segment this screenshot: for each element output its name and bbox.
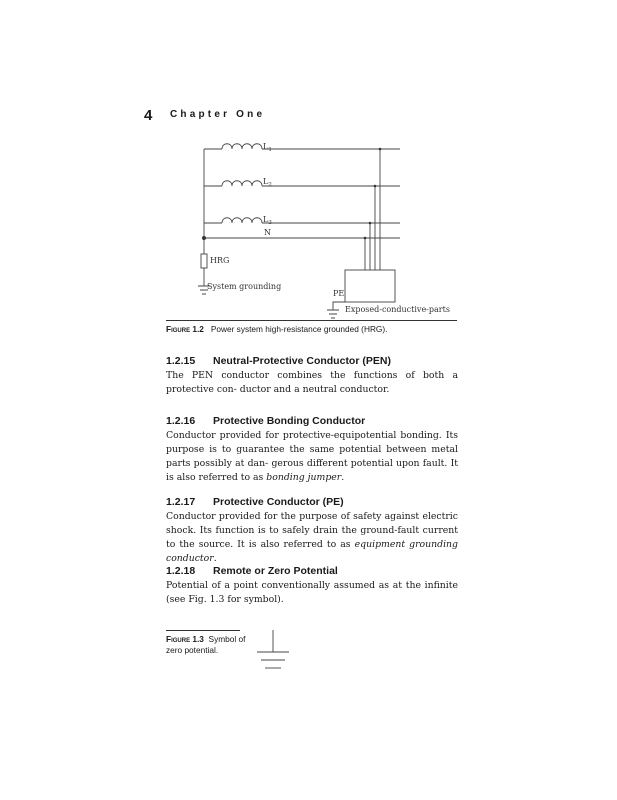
paragraph-text: Conductor provided for protective-equipotential bonding. Its purpose is to guarantee the same potential between metal parts possibly at dan- bbox=[166, 430, 458, 469]
caption-text: Power system high-resistance grounded (HRG). bbox=[210, 324, 388, 334]
paragraph-text: Conductor provided for the purpose of safety against electric shock. Its function is to safely drain the ground-fault current to the source. It is also referred to as bbox=[166, 511, 458, 550]
section-title: Protective Bonding Conductor bbox=[213, 415, 366, 427]
figure-1-3-caption bbox=[166, 634, 246, 656]
label-hrg: HRG bbox=[210, 256, 230, 265]
section-heading-1-2-18 bbox=[166, 565, 338, 577]
italic-term: bonding jumper bbox=[266, 472, 342, 483]
section-title: Protective Conductor (PE) bbox=[213, 496, 344, 508]
caption-rule bbox=[166, 320, 457, 321]
section-number: 1.2.18 bbox=[166, 565, 196, 577]
coil-l3 bbox=[222, 218, 262, 223]
caption-label: Figure 1.3 bbox=[166, 634, 204, 644]
coil-l1 bbox=[222, 144, 262, 149]
paragraph-line: ductor and a neutral conductor. bbox=[239, 384, 390, 395]
junction-n bbox=[364, 237, 367, 240]
label-n: N bbox=[264, 228, 271, 237]
label-system-grounding: System grounding bbox=[207, 282, 282, 291]
section-number: 1.2.16 bbox=[166, 415, 196, 427]
italic-term: equipment grounding conductor bbox=[166, 539, 458, 564]
section-heading-1-2-17 bbox=[166, 496, 344, 508]
paragraph-line: The PEN conductor combines the functions of both a protective con- bbox=[166, 370, 458, 395]
star-point-dot bbox=[202, 236, 206, 240]
section-number: 1.2.15 bbox=[166, 355, 196, 367]
hrg-resistor bbox=[201, 254, 207, 268]
label-l3: $L_3$ bbox=[263, 215, 272, 226]
section-heading-1-2-15 bbox=[166, 355, 391, 367]
caption-text: Symbol of zero potential. bbox=[166, 634, 246, 655]
junction-l2 bbox=[374, 185, 377, 188]
section-number: 1.2.17 bbox=[166, 496, 196, 508]
junction-l1 bbox=[379, 148, 382, 151]
paragraph-text: Potential of a point conventionally assumed as at the infinite (see Fig. 1.3 for symbol). bbox=[166, 580, 458, 605]
label-exposed-parts: Exposed-conductive-parts bbox=[345, 305, 450, 314]
junction-l3 bbox=[369, 222, 372, 225]
zero-potential-symbol bbox=[250, 628, 300, 673]
section-heading-1-2-16 bbox=[166, 415, 365, 427]
pe-conductor bbox=[333, 302, 345, 310]
section-title: Remote or Zero Potential bbox=[213, 565, 338, 577]
caption-label: Figure 1.2 bbox=[166, 324, 204, 334]
label-l2: $L_2$ bbox=[263, 177, 272, 188]
page-number: 4 bbox=[144, 107, 153, 124]
section-body-1-2-15 bbox=[166, 369, 458, 397]
coil-l2 bbox=[222, 181, 262, 186]
pe-ground-symbol bbox=[327, 310, 339, 318]
chapter-title: Chapter One bbox=[170, 109, 266, 120]
label-l1: $L_1$ bbox=[263, 142, 272, 153]
label-pe: PE bbox=[333, 289, 345, 298]
load-enclosure bbox=[345, 270, 395, 302]
section-body-1-2-16 bbox=[166, 429, 458, 485]
section-title: Neutral-Protective Conductor (PEN) bbox=[213, 355, 391, 367]
paragraph-text: . bbox=[213, 553, 217, 564]
section-body-1-2-17 bbox=[166, 510, 458, 566]
section-body-1-2-18 bbox=[166, 579, 458, 607]
paragraph-text: . bbox=[341, 472, 345, 483]
paragraph-text: gerous different potential upon fault. It is also referred to as bbox=[166, 458, 458, 483]
figure-1-3-rule bbox=[166, 630, 240, 631]
figure-1-2-caption bbox=[166, 324, 387, 334]
